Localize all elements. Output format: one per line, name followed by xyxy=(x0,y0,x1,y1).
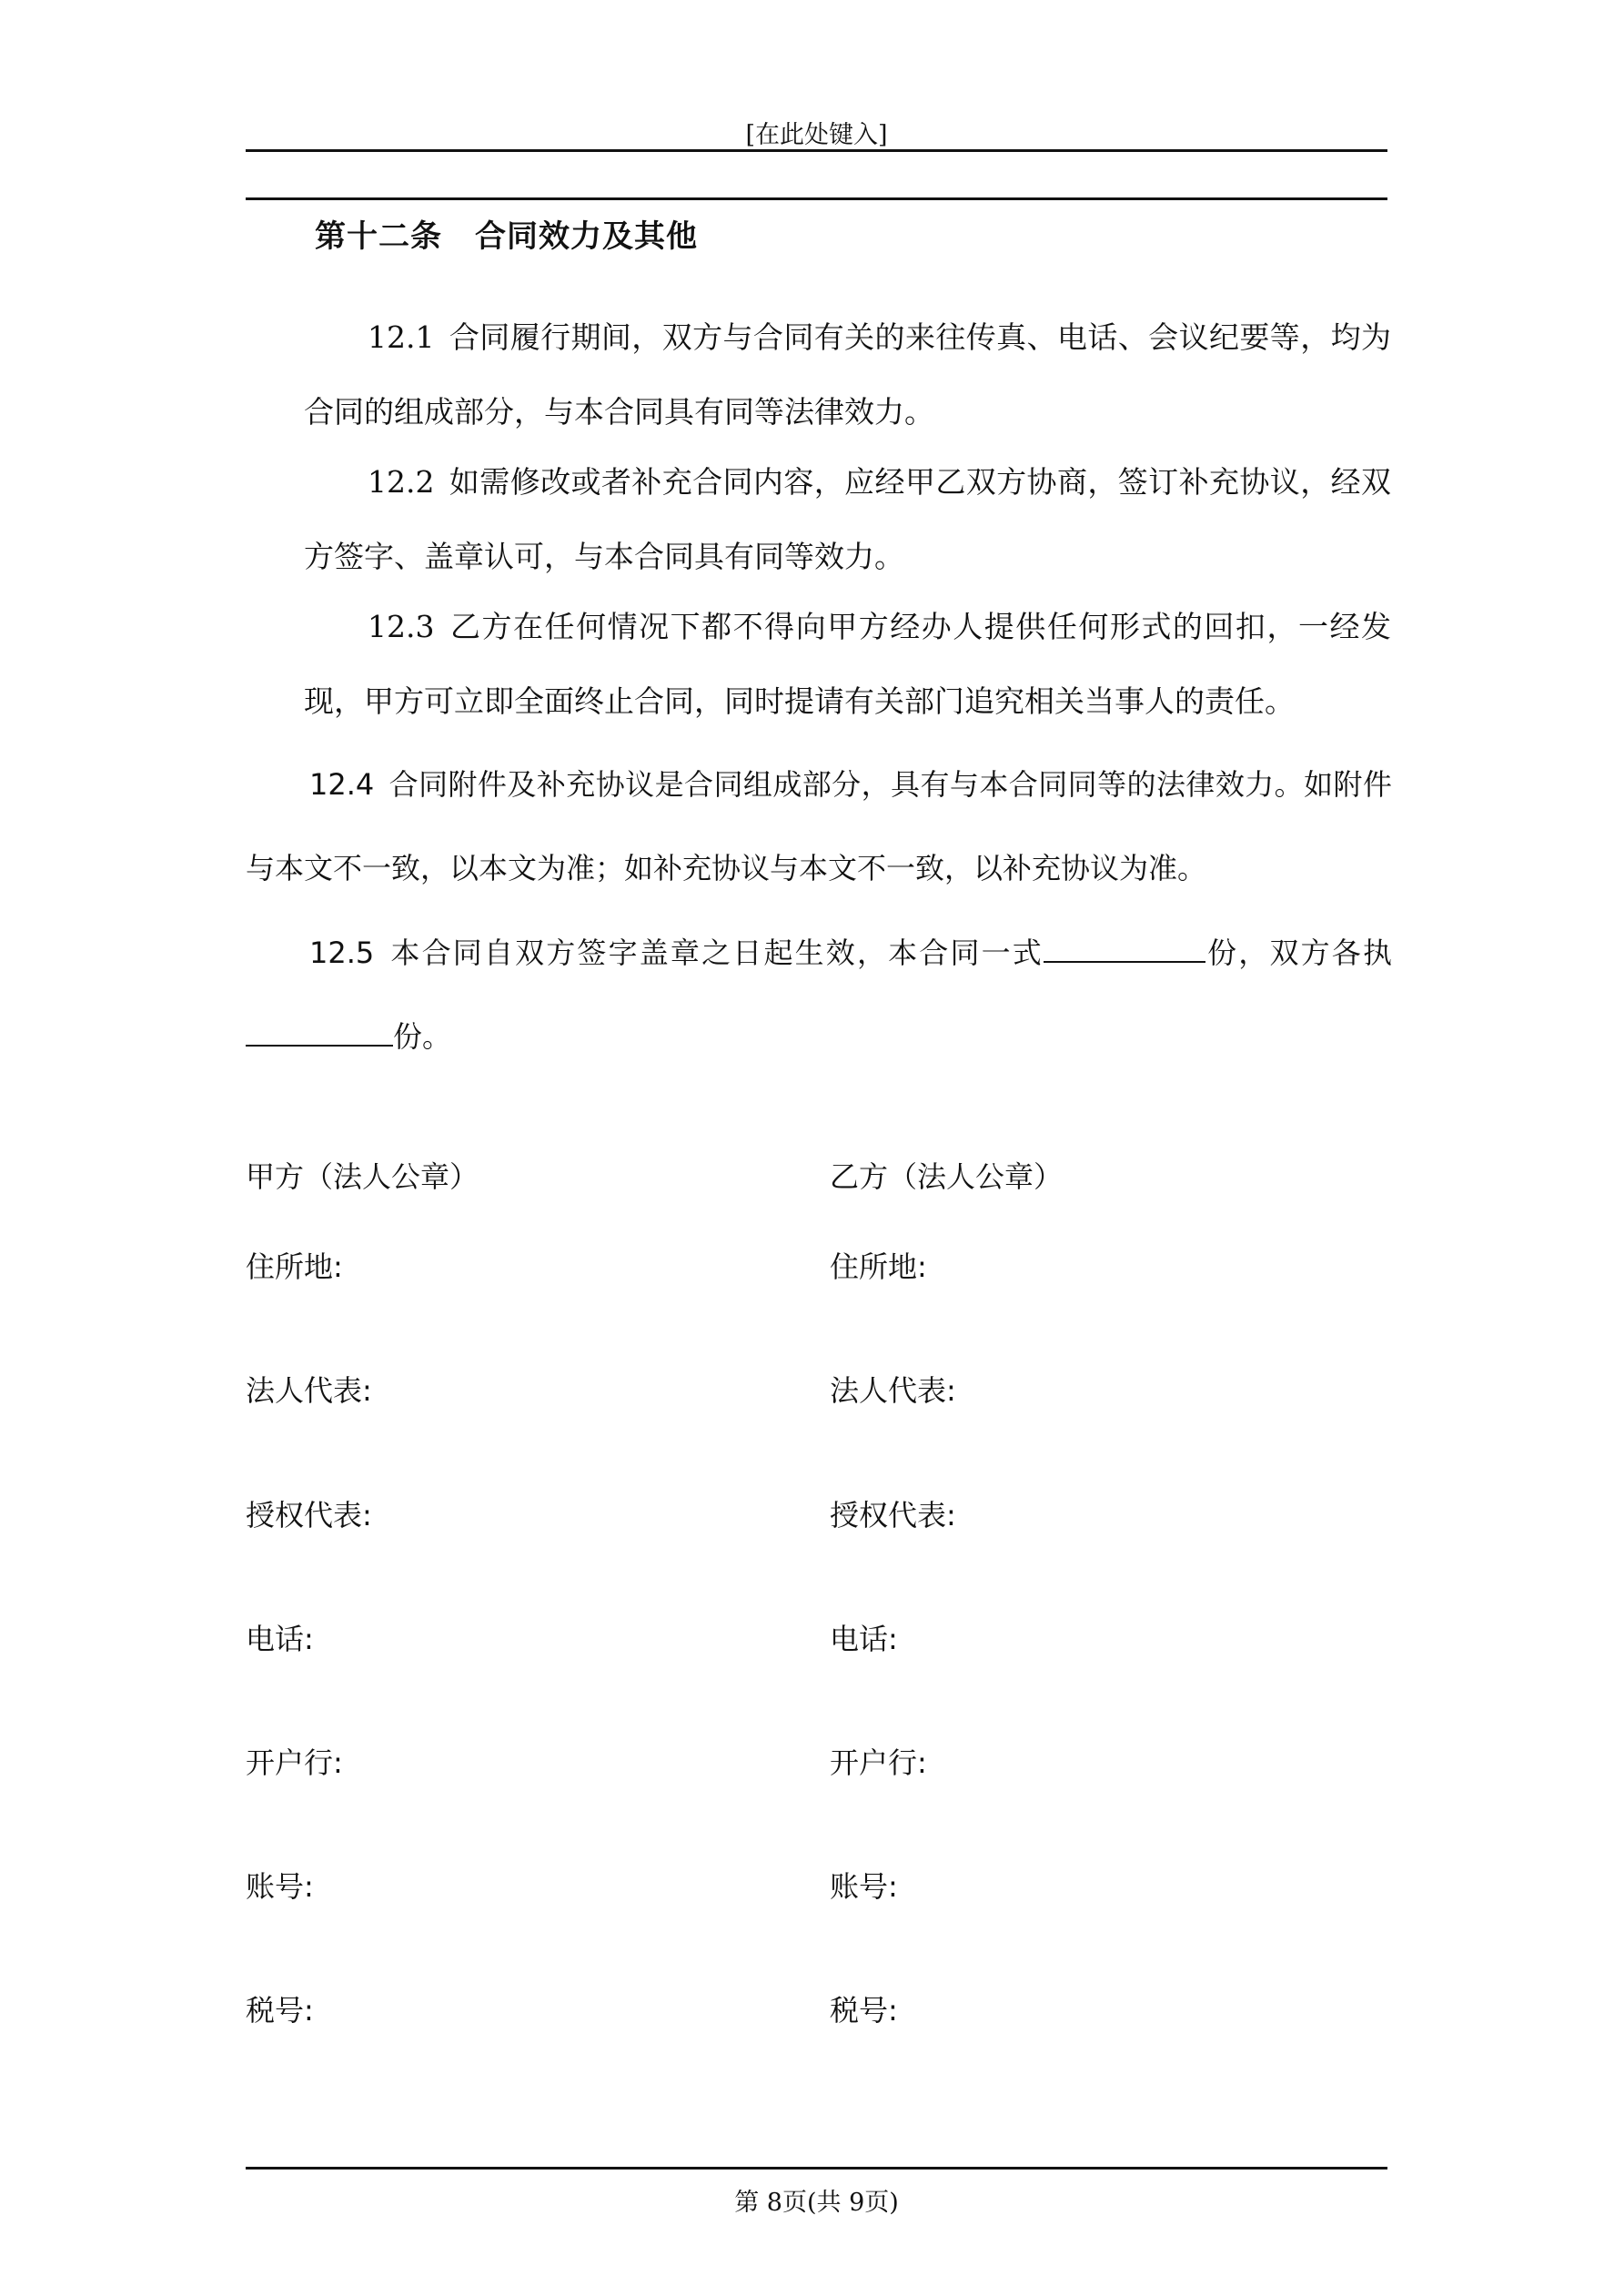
party-b-account-label: 账号: xyxy=(830,1869,898,1904)
clause-number: 12.4 xyxy=(309,767,375,802)
clause-12-4 xyxy=(246,743,1392,910)
clause-12-3 xyxy=(304,590,1391,739)
party-a-phone-label: 电话: xyxy=(246,1622,314,1656)
party-a-auth-rep-label: 授权代表: xyxy=(246,1498,372,1532)
party-b-title: 乙方（法人公章） xyxy=(830,1159,1064,1194)
party-b-bank-label: 开户行: xyxy=(830,1745,927,1780)
party-b-tax-label: 税号: xyxy=(830,1993,898,2028)
clause-12-2 xyxy=(304,445,1391,594)
section-title xyxy=(315,211,698,256)
clause-text-b: 份，双方各执 xyxy=(1205,936,1392,970)
clause-text-a: 本合同自双方签字盖章之日起生效，本合同一式 xyxy=(388,936,1044,970)
party-a-title: 甲方（法人公章） xyxy=(246,1159,479,1194)
clause-text: 如需修改或者补充合同内容，应经甲乙双方协商，签订补充协议，经双方签字、盖章认可，与本合同具有同等效力。 xyxy=(304,464,1391,574)
section-number: 第十二条 xyxy=(315,218,442,255)
party-a-bank-label: 开户行: xyxy=(246,1745,343,1780)
clause-number: 12.1 xyxy=(368,319,435,355)
page-footer: 第 8页(共 9页) xyxy=(734,2189,899,2217)
copies-total-blank[interactable] xyxy=(1044,934,1205,963)
clause-number: 12.2 xyxy=(368,464,435,500)
footer-rule xyxy=(246,2167,1387,2170)
copies-each-blank[interactable] xyxy=(246,1017,393,1047)
clause-text-c: 份。 xyxy=(393,1019,452,1054)
clause-number: 12.3 xyxy=(368,609,435,644)
party-b-phone-label: 电话: xyxy=(830,1622,898,1656)
clause-12-1 xyxy=(304,300,1391,450)
party-a-legal-rep-label: 法人代表: xyxy=(246,1373,372,1408)
clause-number: 12.5 xyxy=(309,936,375,970)
party-b-auth-rep-label: 授权代表: xyxy=(830,1498,956,1532)
party-a-address-label: 住所地: xyxy=(246,1249,343,1284)
header-rule xyxy=(246,149,1387,152)
clause-text: 乙方在任何情况下都不得向甲方经办人提供任何形式的回扣，一经发现，甲方可立即全面终止合同，同时提请有关部门追究相关当事人的责任。 xyxy=(304,609,1391,719)
party-a-account-label: 账号: xyxy=(246,1869,314,1904)
party-b-legal-rep-label: 法人代表: xyxy=(830,1373,956,1408)
party-b-address-label: 住所地: xyxy=(830,1249,927,1284)
clause-text: 合同履行期间，双方与合同有关的来往传真、电话、会议纪要等，均为合同的组成部分，与本合同具有同等法律效力。 xyxy=(304,319,1391,430)
clause-12-5 xyxy=(246,911,1392,1078)
section-rule xyxy=(246,197,1387,200)
section-heading: 合同效力及其他 xyxy=(475,218,698,255)
page-header: [在此处键入] xyxy=(745,121,888,149)
party-a-tax-label: 税号: xyxy=(246,1993,314,2028)
clause-text: 合同附件及补充协议是合同组成部分，具有与本合同同等的法律效力。如附件与本文不一致，以本文为准；如补充协议与本文不一致，以补充协议为准。 xyxy=(246,767,1392,885)
